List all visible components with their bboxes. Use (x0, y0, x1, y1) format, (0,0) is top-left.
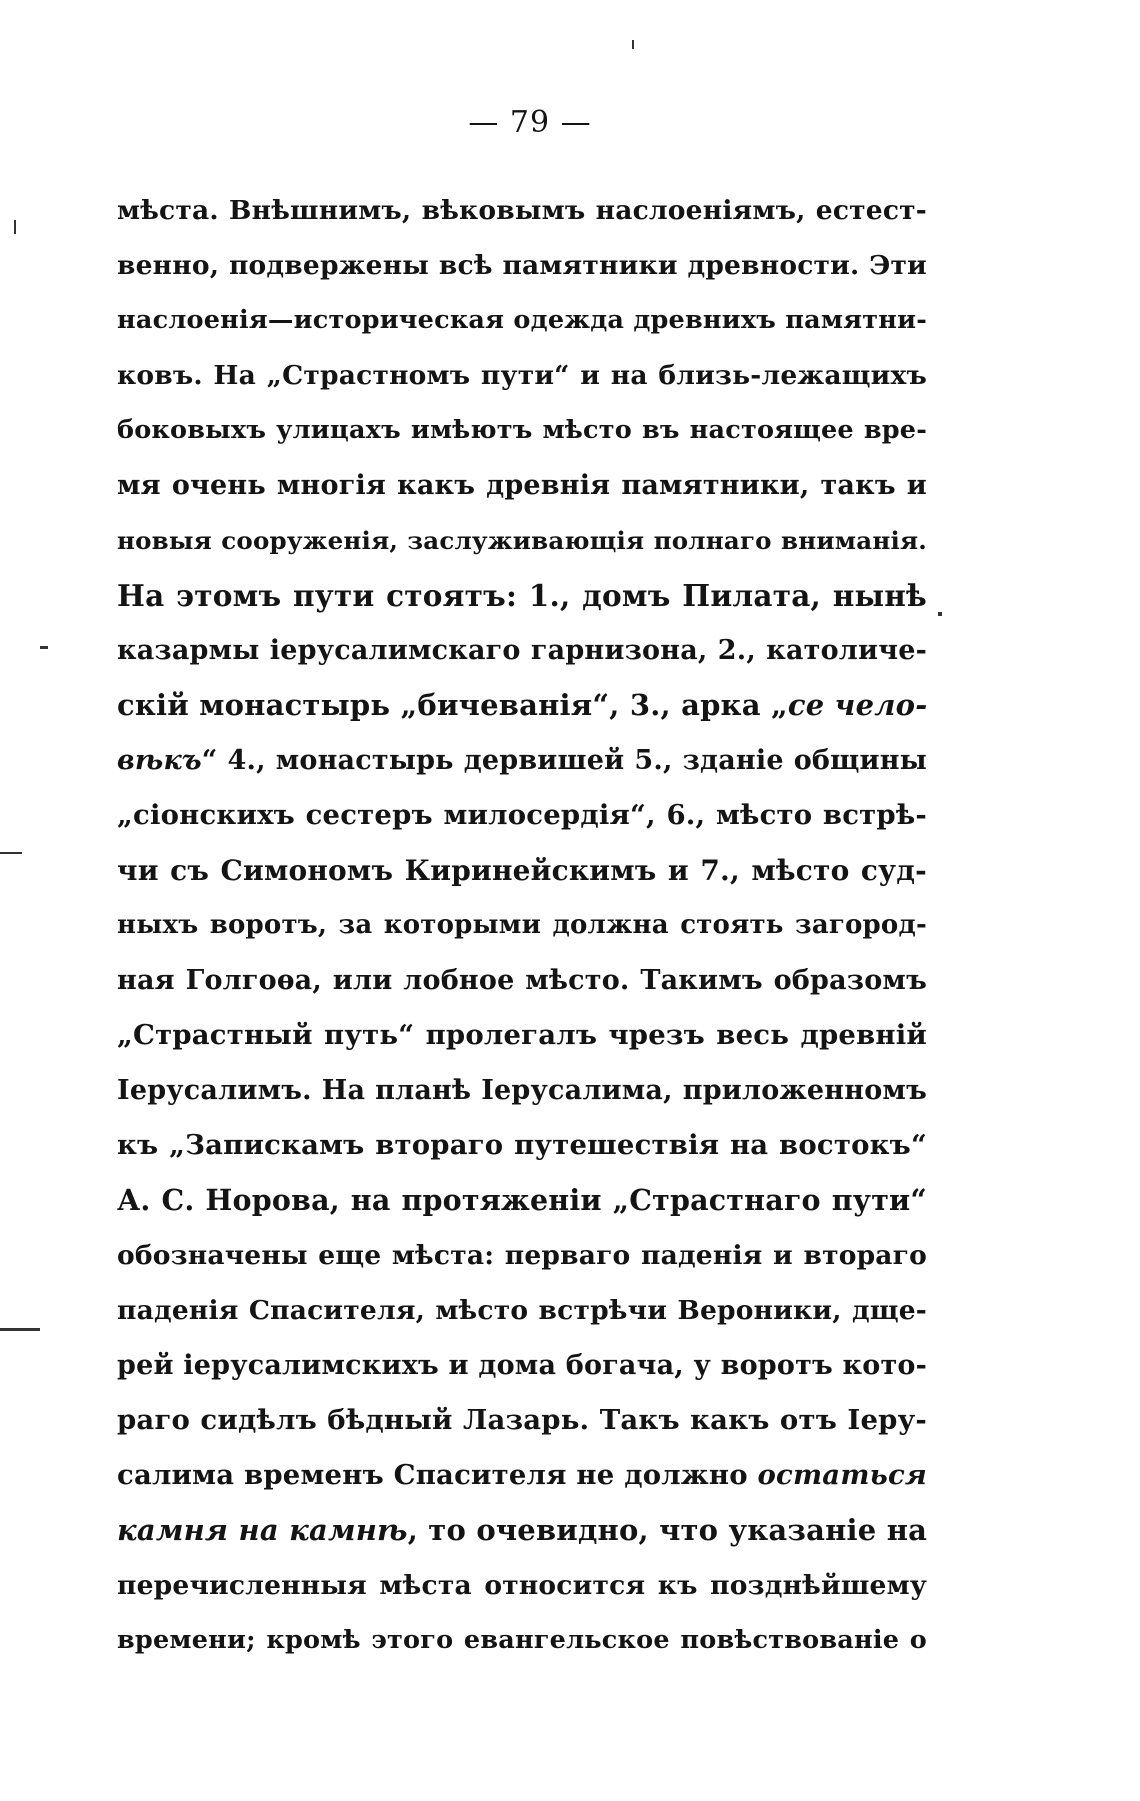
italic-text-segment: остаться (757, 1459, 927, 1491)
text-segment: новыя сооруженія, заслуживающія полнаго вниманія. (117, 526, 927, 555)
text-line (117, 898, 927, 953)
text-segment: „Страстный путь“ пролегалъ чрезъ весь древній (117, 1019, 927, 1051)
body-text (117, 183, 927, 1668)
text-line (117, 348, 927, 403)
text-line (117, 623, 927, 678)
italic-text-segment: вѣкъ (117, 745, 202, 776)
text-line (117, 1613, 927, 1668)
text-line (117, 1503, 927, 1558)
text-line (117, 293, 927, 348)
text-line (117, 238, 927, 293)
text-line (117, 1338, 927, 1393)
text-segment: мя очень многія какъ древнія памятники, такъ и (117, 470, 927, 501)
scan-speck (40, 646, 48, 649)
text-segment: рей іерусалимскихъ и дома богача, у воротъ кото- (117, 1350, 927, 1381)
text-segment: ныхъ воротъ, за которыми должна стоять загород- (117, 910, 927, 940)
text-line (117, 953, 927, 1008)
text-segment: ная Голгоѳа, или лобное мѣсто. Такимъ образомъ (117, 965, 927, 996)
text-segment: боковыхъ улицахъ имѣютъ мѣсто въ настоящее вре- (117, 415, 927, 445)
text-line (117, 183, 927, 238)
text-segment: казармы іерусалимскаго гарнизона, 2., католиче- (117, 635, 927, 666)
text-segment: Іерусалимъ. На планѣ Іерусалима, приложенномъ (117, 1075, 927, 1106)
text-segment: мѣста. Внѣшнимъ, вѣковымъ наслоеніямъ, естест- (117, 195, 927, 226)
text-line (117, 1008, 927, 1063)
text-segment: А. С. Норова, на протяженіи „Страстнаго пути“ (117, 1183, 927, 1217)
scan-speck (0, 852, 22, 854)
text-line (117, 403, 927, 458)
text-line (117, 678, 927, 733)
text-segment: чи съ Симономъ Киринейскимъ и 7., мѣсто суд- (117, 854, 927, 887)
scan-speck (938, 612, 942, 616)
text-line (117, 733, 927, 788)
text-segment: къ „Запискамъ втораго путешествія на востокъ“ (117, 1129, 927, 1161)
text-segment: ковъ. На „Страстномъ пути“ и на близь-лежащихъ (117, 360, 927, 391)
text-line (117, 1063, 927, 1118)
page-number: — 79 — (468, 105, 592, 140)
text-segment: паденія Спасителя, мѣсто встрѣчи Вероники, дще- (117, 1295, 927, 1326)
italic-text-segment: се чело- (787, 688, 927, 722)
text-segment: обозначены еще мѣста: перваго паденія и втораго (117, 1240, 927, 1271)
text-segment: На этомъ пути стоятъ: 1., домъ Пилата, нынѣ (117, 578, 927, 613)
text-line (117, 843, 927, 898)
text-segment: перечисленныя мѣста относится къ позднѣйшему (117, 1570, 927, 1601)
text-line (117, 568, 927, 623)
text-line (117, 1283, 927, 1338)
italic-text-segment: камня на камнѣ (117, 1513, 408, 1547)
text-line (117, 1393, 927, 1448)
text-segment: „сіонскихъ сестеръ милосердія“, 6., мѣсто встрѣ- (117, 799, 927, 831)
text-segment: времени; кромѣ этого евангельское повѣствованіе о (117, 1625, 927, 1655)
text-line (117, 1118, 927, 1173)
text-line (117, 513, 927, 568)
text-segment: наслоенія—историческая одежда древнихъ памятни- (117, 305, 927, 335)
text-segment: венно, подвержены всѣ памятники древности. Эти (117, 250, 927, 281)
scan-speck (14, 220, 16, 234)
text-line (117, 1173, 927, 1228)
text-line (117, 458, 927, 513)
text-line (117, 1228, 927, 1283)
scan-speck (0, 1328, 40, 1331)
text-segment: , то очевидно, что указаніе на (407, 1513, 927, 1547)
text-segment: “ 4., монастырь дервишей 5., зданіе общины (201, 745, 927, 776)
text-segment: раго сидѣлъ бѣдный Лазарь. Такъ какъ отъ Іеру- (117, 1404, 927, 1436)
text-segment: скій монастырь „бичеванія“, 3., арка „ (117, 688, 788, 722)
text-line (117, 788, 927, 843)
text-segment: салима временъ Спасителя не должно (117, 1459, 758, 1491)
text-line (117, 1448, 927, 1503)
scan-speck (632, 40, 634, 49)
text-line (117, 1558, 927, 1613)
